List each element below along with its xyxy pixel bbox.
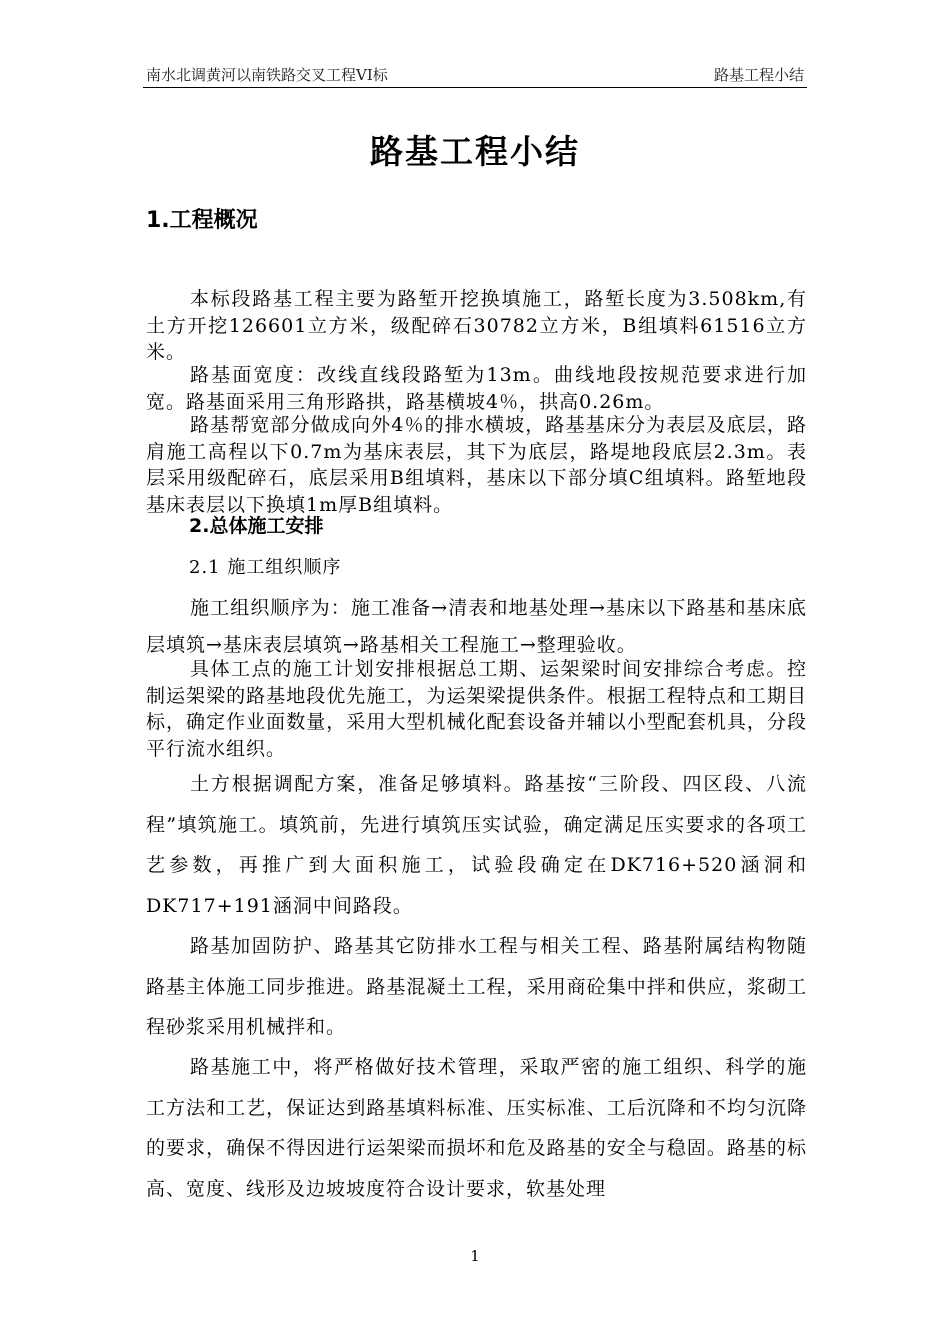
page-title: 路基工程小结 (370, 132, 580, 171)
header-project-name: 南水北调黄河以南铁路交叉工程VI标 (146, 66, 388, 84)
reinforcement-paragraph: 路基加固防护、路基其它防排水工程与相关工程、路基附属结构物随路基主体施工同步推进。路基混凝土工程，采用商砼集中拌和供应，浆砌工程砂浆采用机械拌和。 (146, 935, 807, 1038)
quality-paragraph: 路基施工中，将严格做好技术管理，采取严密的施工组织、科学的施工方法和工艺，保证达到路基填料标准、压实标准、工后沉降和不均匀沉降的要求，确保不得因进行运架梁而损坏和危及路基的安全与稳固。路基的标高、宽度、线形及边坡坡度符合设计要求，软基处理 (146, 1056, 807, 1200)
section-heading-arrangement: 2.总体施工安排 (189, 515, 324, 537)
section-heading-overview: 1.工程概况 (146, 208, 258, 233)
overview-paragraph-1: 本标段路基工程主要为路堑开挖换填施工，路堑长度为3.508km,有土方开挖126601立方米，级配碎石30782立方米，B组填料61516立方米。 (146, 288, 807, 363)
subsection-heading-sequence: 2.1 施工组织顺序 (189, 557, 342, 578)
header-doc-title: 路基工程小结 (713, 66, 804, 84)
sequence-paragraph: 施工组织顺序为：施工准备→清表和地基处理→基床以下路基和基床底层填筑→基床表层填筑→路基相关工程施工→整理验收。 (146, 597, 807, 656)
overview-paragraph-3: 路基帮宽部分做成向外4％的排水横坡，路基基床分为表层及底层，路肩施工高程以下0.7m为基床表层，其下为底层，路堤地段底层2.3m。表层采用级配碎石，底层采用B组填料，基床以下部分填C组填料。路堑地段基床表层以下换填1m厚B组填料。 (146, 414, 807, 516)
overview-paragraph-2: 路基面宽度：改线直线段路堑为13m。曲线地段按规范要求进行加宽。路基面采用三角形路拱，路基横坡4％，拱高0.26m。 (146, 364, 807, 413)
page-number: 1 (470, 1247, 480, 1265)
earthwork-paragraph: 土方根据调配方案，准备足够填料。路基按“三阶段、四区段、八流程”填筑施工。填筑前，先进行填筑压实试验，确定满足压实要求的各项工艺参数，再推广到大面积施工，试验段确定在DK716+520涵洞和DK717+191涵洞中间路段。 (146, 773, 807, 917)
schedule-paragraph: 具体工点的施工计划安排根据总工期、运架梁时间安排综合考虑。控制运架梁的路基地段优先施工，为运架梁提供条件。根据工程特点和工期目标，确定作业面数量，采用大型机械化配套设备并辅以小型配套机具，分段平行流水组织。 (146, 658, 807, 760)
header-divider (143, 87, 807, 88)
